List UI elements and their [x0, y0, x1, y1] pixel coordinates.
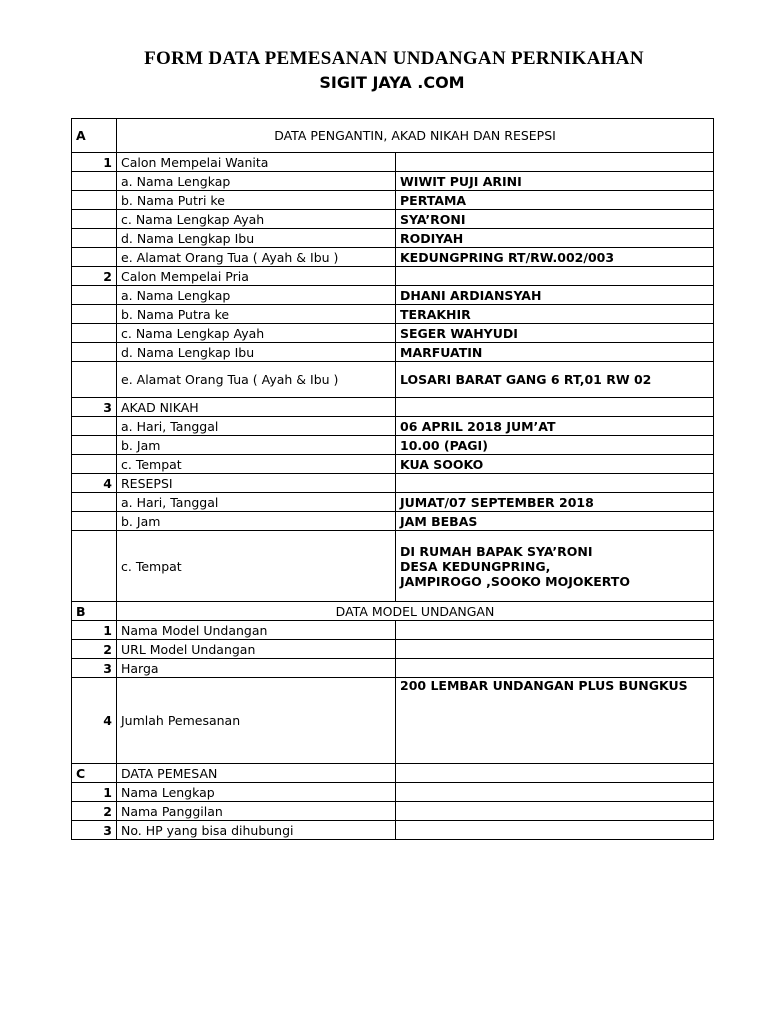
field-value [396, 821, 714, 840]
section-heading: DATA PEMESAN [117, 764, 396, 783]
form-title: FORM DATA PEMESANAN UNDANGAN PERNIKAHAN [144, 48, 644, 69]
row-number: 2 [72, 267, 117, 286]
row-number: 2 [72, 802, 117, 821]
field-value [396, 659, 714, 678]
field-label: c. Tempat [117, 455, 396, 474]
empty-num-cell [72, 305, 117, 324]
section-a-header-row [72, 119, 714, 153]
order-form-table [71, 118, 714, 840]
field-row [72, 512, 714, 531]
field-label: e. Alamat Orang Tua ( Ayah & Ibu ) [117, 248, 396, 267]
field-value: JUMAT/07 SEPTEMBER 2018 [396, 493, 714, 512]
row-number: 4 [72, 474, 117, 493]
field-value: SEGER WAHYUDI [396, 324, 714, 343]
field-row [72, 229, 714, 248]
value-line: DI RUMAH BAPAK SYA’RONI [400, 543, 593, 559]
empty-num-cell [72, 531, 117, 602]
empty-num-cell [72, 248, 117, 267]
empty-num-cell [72, 362, 117, 398]
field-row [72, 417, 714, 436]
empty-num-cell [72, 512, 117, 531]
row-number: 3 [72, 398, 117, 417]
empty-num-cell [72, 229, 117, 248]
field-row [72, 286, 714, 305]
row-number: 3 [72, 821, 117, 840]
field-label: Jumlah Pemesanan [117, 678, 396, 764]
empty-num-cell [72, 493, 117, 512]
field-value: 200 LEMBAR UNDANGAN PLUS BUNGKUS [396, 678, 714, 764]
empty-value-cell [396, 398, 714, 417]
group-label: AKAD NIKAH [117, 398, 396, 417]
group-label: RESEPSI [117, 474, 396, 493]
field-row [72, 621, 714, 640]
field-row [72, 172, 714, 191]
field-value: SYA’RONI [396, 210, 714, 229]
field-value [396, 783, 714, 802]
row-number: 1 [72, 153, 117, 172]
field-label: c. Nama Lengkap Ayah [117, 324, 396, 343]
field-value [396, 531, 714, 602]
field-label: Nama Lengkap [117, 783, 396, 802]
field-value: 10.00 (PAGI) [396, 436, 714, 455]
section-heading: DATA PENGANTIN, AKAD NIKAH DAN RESEPSI [117, 119, 714, 153]
field-row [72, 659, 714, 678]
field-label: Harga [117, 659, 396, 678]
row-number: 1 [72, 621, 117, 640]
row-number: 3 [72, 659, 117, 678]
group-row [72, 474, 714, 493]
field-label: c. Nama Lengkap Ayah [117, 210, 396, 229]
field-label: a. Nama Lengkap [117, 172, 396, 191]
field-row [72, 362, 714, 398]
empty-value-cell [396, 153, 714, 172]
field-row [72, 640, 714, 659]
field-row [72, 210, 714, 229]
empty-num-cell [72, 436, 117, 455]
row-number: 2 [72, 640, 117, 659]
field-value: KEDUNGPRING RT/RW.002/003 [396, 248, 714, 267]
field-row [72, 343, 714, 362]
field-label: Nama Panggilan [117, 802, 396, 821]
field-row [72, 678, 714, 764]
group-row [72, 267, 714, 286]
section-letter: B [72, 602, 117, 621]
empty-value-cell [396, 474, 714, 493]
field-value [396, 621, 714, 640]
field-label: a. Nama Lengkap [117, 286, 396, 305]
field-value: DHANI ARDIANSYAH [396, 286, 714, 305]
field-label: b. Jam [117, 436, 396, 455]
empty-num-cell [72, 417, 117, 436]
row-number: 4 [72, 678, 117, 764]
empty-value-cell [396, 267, 714, 286]
section-letter: C [72, 764, 117, 783]
group-label: Calon Mempelai Wanita [117, 153, 396, 172]
field-row [72, 493, 714, 512]
field-value: PERTAMA [396, 191, 714, 210]
field-value: JAM BEBAS [396, 512, 714, 531]
field-value: MARFUATIN [396, 343, 714, 362]
field-value: LOSARI BARAT GANG 6 RT,01 RW 02 [396, 362, 714, 398]
field-row [72, 455, 714, 474]
group-row [72, 398, 714, 417]
field-value: KUA SOOKO [396, 455, 714, 474]
field-row [72, 436, 714, 455]
field-label: b. Jam [117, 512, 396, 531]
field-value: RODIYAH [396, 229, 714, 248]
field-row [72, 802, 714, 821]
field-label: c. Tempat [117, 531, 396, 602]
section-heading: DATA MODEL UNDANGAN [117, 602, 714, 621]
field-label: d. Nama Lengkap Ibu [117, 343, 396, 362]
section-b-header-row [72, 602, 714, 621]
field-row [72, 305, 714, 324]
field-value: WIWIT PUJI ARINI [396, 172, 714, 191]
empty-num-cell [72, 286, 117, 305]
field-value: 06 APRIL 2018 JUM’AT [396, 417, 714, 436]
empty-num-cell [72, 172, 117, 191]
empty-num-cell [72, 324, 117, 343]
company-name: SIGIT JAYA .COM [319, 73, 465, 92]
row-number: 1 [72, 783, 117, 802]
field-value [396, 802, 714, 821]
field-label: e. Alamat Orang Tua ( Ayah & Ibu ) [117, 362, 396, 398]
field-row [72, 821, 714, 840]
field-label: No. HP yang bisa dihubungi [117, 821, 396, 840]
field-label: a. Hari, Tanggal [117, 417, 396, 436]
empty-num-cell [72, 455, 117, 474]
field-row [72, 783, 714, 802]
value-line: DESA KEDUNGPRING, [400, 558, 551, 574]
empty-value-cell [396, 764, 714, 783]
field-row [72, 531, 714, 602]
field-label: b. Nama Putra ke [117, 305, 396, 324]
field-row [72, 324, 714, 343]
section-letter: A [72, 119, 117, 153]
field-row [72, 191, 714, 210]
field-value [396, 640, 714, 659]
empty-num-cell [72, 343, 117, 362]
section-c-header-row [72, 764, 714, 783]
field-label: d. Nama Lengkap Ibu [117, 229, 396, 248]
field-label: URL Model Undangan [117, 640, 396, 659]
empty-num-cell [72, 210, 117, 229]
empty-num-cell [72, 191, 117, 210]
field-label: a. Hari, Tanggal [117, 493, 396, 512]
group-label: Calon Mempelai Pria [117, 267, 396, 286]
field-label: Nama Model Undangan [117, 621, 396, 640]
field-label: b. Nama Putri ke [117, 191, 396, 210]
group-row [72, 153, 714, 172]
field-row [72, 248, 714, 267]
field-value: TERAKHIR [396, 305, 714, 324]
value-line: JAMPIROGO ,SOOKO MOJOKERTO [400, 573, 630, 589]
